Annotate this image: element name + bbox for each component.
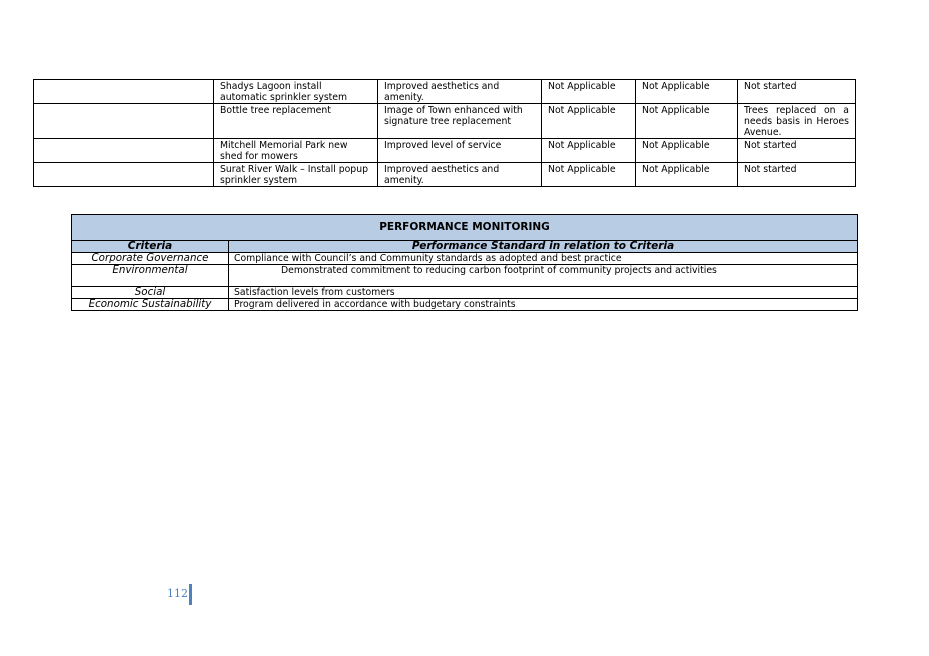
project-name-cell: Bottle tree replacement [214, 104, 378, 139]
table-row [72, 299, 858, 311]
table-row [72, 265, 858, 287]
table-cell: Not Applicable [542, 139, 636, 163]
criteria-cell: Environmental [72, 265, 229, 287]
table-cell: Not Applicable [542, 163, 636, 187]
table-cell: Not Applicable [542, 104, 636, 139]
table-cell: Not Applicable [542, 80, 636, 104]
table-row [34, 80, 856, 104]
project-name-cell: Mitchell Memorial Park new shed for mowers [214, 139, 378, 163]
standard-cell: Program delivered in accordance with budgetary constraints [229, 299, 858, 311]
table-cell [34, 139, 214, 163]
project-name-cell: Shadys Lagoon install automatic sprinkler system [214, 80, 378, 104]
table-cell [34, 104, 214, 139]
table-row [34, 104, 856, 139]
outcome-cell: Improved aesthetics and amenity. [378, 80, 542, 104]
table-cell: Not Applicable [636, 163, 738, 187]
outcome-cell: Improved aesthetics and amenity. [378, 163, 542, 187]
page-number-bar [189, 584, 192, 605]
standard-header: Performance Standard in relation to Criteria [229, 241, 858, 253]
page-number: 112 [167, 587, 188, 600]
criteria-header: Criteria [72, 241, 229, 253]
table-cell: Not Applicable [636, 80, 738, 104]
table-row [34, 139, 856, 163]
criteria-cell: Corporate Governance [72, 253, 229, 265]
criteria-cell: Economic Sustainability [72, 299, 229, 311]
table-row [34, 163, 856, 187]
standard-cell: Satisfaction levels from customers [229, 287, 858, 299]
table-cell: Not Applicable [636, 104, 738, 139]
outcome-cell: Image of Town enhanced with signature tree replacement [378, 104, 542, 139]
table-header-row [72, 241, 858, 253]
project-name-cell: Surat River Walk – Install popup sprinkler system [214, 163, 378, 187]
outcome-cell: Improved level of service [378, 139, 542, 163]
table-cell: Not Applicable [636, 139, 738, 163]
criteria-cell: Social [72, 287, 229, 299]
table-row [72, 253, 858, 265]
performance-monitoring-table [71, 214, 858, 311]
standard-cell: Compliance with Council’s and Community standards as adopted and best practice [229, 253, 858, 265]
projects-table [33, 79, 856, 187]
table-title-row [72, 215, 858, 241]
status-cell: Not started [738, 139, 856, 163]
table-cell [34, 80, 214, 104]
status-cell: Trees replaced on a needs basis in Heroes Avenue. [738, 104, 856, 139]
table-title: PERFORMANCE MONITORING [72, 215, 858, 241]
table-cell [34, 163, 214, 187]
table-row [72, 287, 858, 299]
status-cell: Not started [738, 163, 856, 187]
status-cell: Not started [738, 80, 856, 104]
standard-cell: Demonstrated commitment to reducing carbon footprint of community projects and activities [229, 265, 858, 287]
